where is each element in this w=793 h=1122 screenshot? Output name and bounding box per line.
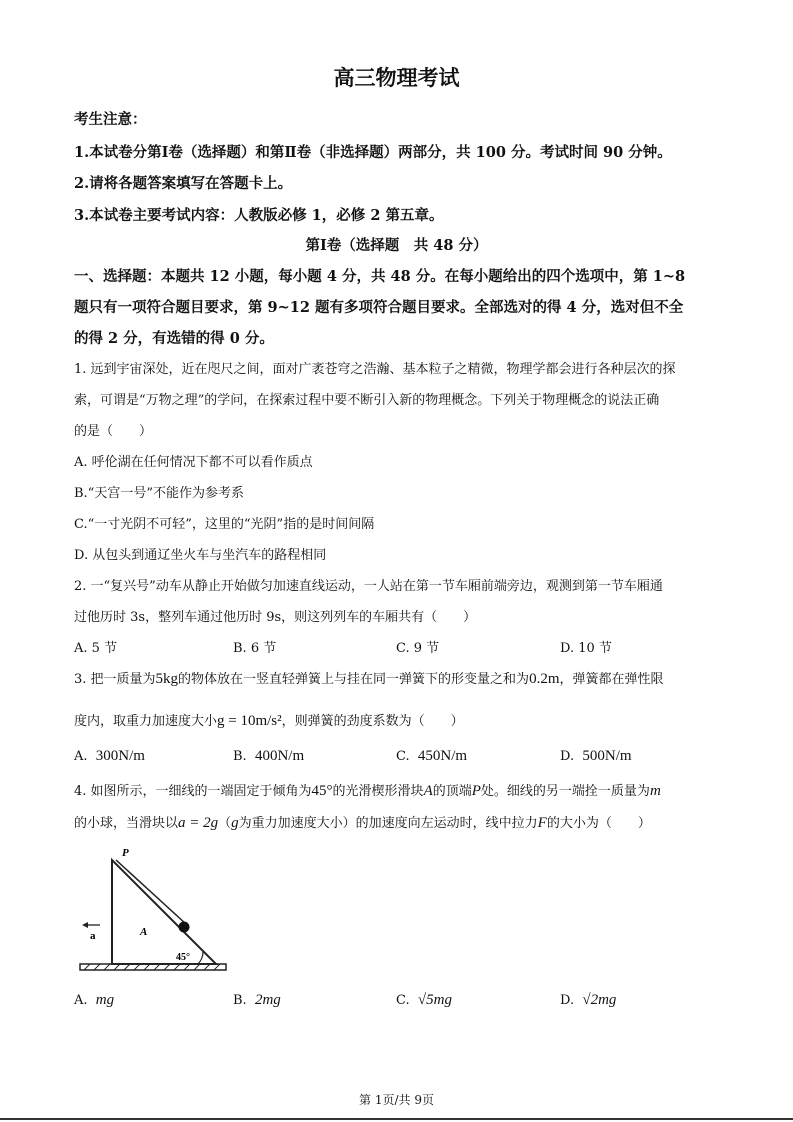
q3-line-1 (74, 668, 664, 688)
q3-deform: 0.2m (529, 671, 560, 687)
wedge-figure (74, 846, 234, 978)
q1-option-b: B.“天宫一号”不能作为参考系 (74, 486, 244, 501)
page-footer: 第 1页/共 9页 (359, 1093, 434, 1107)
q1-line-2: 索，可谓是“万物之理”的学问，在探索过程中要不断引入新的物理概念。下列关于物理概念的说法正确 (74, 393, 660, 408)
q3-option-c: C. 450N/m (396, 748, 468, 764)
q4-option-a: A. mg (74, 992, 115, 1008)
q2-line-2: 过他历时 3s，整列车通过他历时 9s，则这列列车的车厢共有（ ） (74, 610, 477, 625)
q3-text-1c: ，弹簧都在弹性限 (559, 672, 664, 687)
q3-option-b: B. 400N/m (233, 748, 305, 764)
part1-line-2: 题只有一项符合题目要求，第 9~12 题有多项符合题目要求。全部选对的得 4 分，选对但不全 (74, 299, 684, 316)
q4-option-c: C. √5mg (396, 992, 452, 1008)
q3-g-expr: g = 10m/s² (217, 713, 282, 729)
label-angle: 45° (176, 952, 190, 963)
notice-item-2: 2.请将各题答案填写在答题卡上。 (74, 175, 293, 192)
bottom-divider (0, 1118, 793, 1120)
q3-mass: 5kg (155, 671, 179, 687)
part1-line-3: 的得 2 分，有选错的得 0 分。 (74, 330, 274, 347)
notice-item-1: 1.本试卷分第Ⅰ卷（选择题）和第Ⅱ卷（非选择题）两部分，共 100 分。考试时间 90 分钟。 (74, 144, 672, 161)
ball (179, 922, 190, 933)
q4-option-d: D. √2mg (560, 992, 617, 1008)
q3-option-a: A. 300N/m (74, 748, 145, 764)
q1-line-1: 1. 远到宇宙深处，近在咫尺之间，面对广袤苍穹之浩瀚、基本粒子之精微，物理学都会进行各种层次的探 (74, 362, 676, 377)
wedge-block (112, 860, 216, 964)
q1-option-a: A. 呼伦湖在任何情况下都不可以看作质点 (74, 455, 313, 470)
notice-item-3: 3.本试卷主要考试内容：人教版必修 1，必修 2 第五章。 (74, 207, 444, 224)
q3-text-2a: 度内，取重力加速度大小 (74, 714, 218, 729)
part1-line-1: 一、选择题：本题共 12 小题，每小题 4 分，共 48 分。在每小题给出的四个选项中，第 1~8 (74, 268, 686, 285)
q3-line-2 (74, 710, 464, 730)
page-title: 高三物理考试 (333, 65, 460, 90)
q1-option-d: D. 从包头到通辽坐火车与坐汽车的路程相同 (74, 548, 327, 563)
q4-line-2: 的小球，当滑块以a = 2g（g为重力加速度大小）的加速度向左运动时，线中拉力F的大小为（ ） (74, 815, 651, 831)
label-p: P (122, 847, 129, 859)
q2-line-1: 2. 一“复兴号”动车从静止开始做匀加速直线运动，一人站在第一节车厢前端旁边，观测到第一节车厢通 (74, 579, 663, 594)
section-title: 第Ⅰ卷（选择题 共 48 分） (305, 237, 488, 254)
q1-option-c: C.“一寸光阴不可轻”，这里的“光阴”指的是时间间隔 (74, 517, 375, 532)
notice-heading: 考生注意： (74, 111, 147, 128)
q4-line-1: 4. 如图所示，一细线的一端固定于倾角为45°的光滑楔形滑块A的顶端P处。细线的另一端拴一质量为m (74, 783, 661, 799)
q2-option-c: C. 9 节 (396, 641, 440, 656)
q4-option-b: B. 2mg (233, 992, 281, 1008)
q3-text-2b: ，则弹簧的劲度系数为（ ） (281, 714, 464, 729)
label-wedge-a: A (140, 926, 148, 938)
label-a: a (90, 930, 96, 942)
q3-option-d: D. 500N/m (560, 748, 632, 764)
q2-option-a: A. 5 节 (74, 641, 118, 656)
q2-option-b: B. 6 节 (233, 641, 277, 656)
q3-text-1b: 的物体放在一竖直轻弹簧上与挂在同一弹簧下的形变量之和为 (178, 672, 530, 687)
q2-option-d: D. 10 节 (560, 641, 612, 656)
q1-line-3: 的是（ ） (74, 424, 153, 439)
q3-text-1a: 3. 把一质量为 (74, 672, 156, 687)
